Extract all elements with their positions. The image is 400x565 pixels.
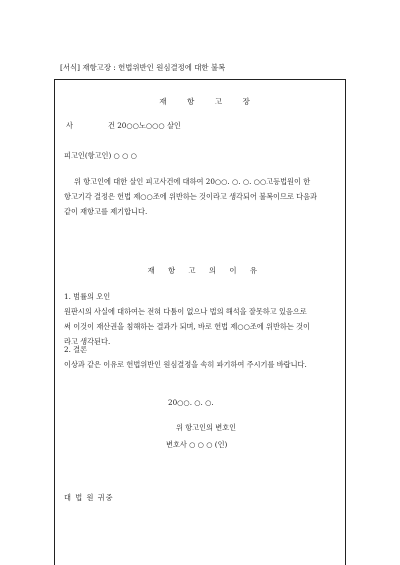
case-value: 건 20○○노○○○ 살인: [108, 121, 181, 130]
intro-line: 위 항고인에 대한 살인 피고사건에 대하여 20○○. ○. ○. ○○고등법원이 한: [74, 177, 311, 186]
reasons-title: 재 항 고 의 이 유: [147, 266, 263, 275]
section1-line: 써 이것이 재산권을 침해하는 결과가 되며, 바로 헌법 제○○조에 위반하는 것이: [64, 322, 310, 331]
document-title: 재 항 고 장: [159, 97, 259, 106]
section2-line: 이상과 같은 이유로 헌법위반인 원심결정을 속히 파기하여 주시기를 바랍니다.: [64, 360, 307, 369]
section1-heading: 1. 범률의 오인: [64, 292, 111, 301]
section2-heading: 2. 결론: [64, 345, 88, 354]
section1-line: 라고 생각된다.: [64, 337, 111, 346]
section1-paragraph: [64, 304, 338, 349]
intro-paragraph: [64, 174, 338, 219]
case-label: 사: [66, 121, 73, 130]
form-caption: [서식] 재항고장 : 헌법위반인 원심결정에 대한 불복: [60, 63, 226, 72]
intro-line: 같이 재항고를 제기합니다.: [64, 207, 148, 216]
intro-line: 항고기각 결정은 헌법 제○○조에 위반하는 것이라고 생각되어 불복이므로 다음과: [64, 192, 318, 201]
addressee: 대 법 원 귀중: [64, 493, 114, 502]
document-date: 20○○. ○. ○.: [168, 398, 214, 407]
counsel-name: 변호사 ○ ○ ○ (인): [166, 440, 228, 449]
counsel-label: 위 항고인의 변호인: [176, 423, 237, 432]
section1-line: 원판시의 사실에 대하여는 전혀 다툼이 없으나 법의 해석을 잘못하고 있음으로: [64, 307, 307, 316]
defendant-line: 피고인(항고인) ○ ○ ○: [64, 151, 137, 160]
